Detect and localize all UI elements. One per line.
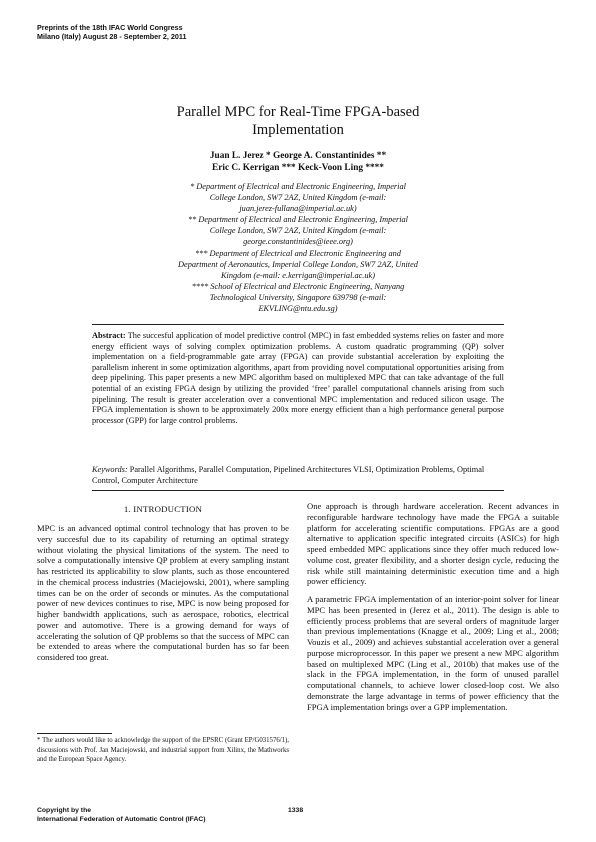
- affiliation-line: juan.jerez-fullana@imperial.ac.uk): [239, 204, 357, 214]
- affiliation-line: ** Department of Electrical and Electronic Engineering, Imperial: [188, 215, 408, 225]
- section-heading: 1. INTRODUCTION: [123, 504, 203, 514]
- abstract-text: The succesful application of model predictive control (MPC) in fast embedded systems relies on faster and more energy efficient ways of solving complex optimization problems. A custom quadratic programming (QP) solver implementation on a field-programmable gate array (FPGA) can provide substantial acceleration by exploiting the parallelism inherent in some optimization algorithms, apart from providing novel computational opportunities arising from deep pipelining. This paper presents a new MPC algorithm based on multiplexed MPC that can take advantage of the full potential of an existing FPGA design by utilizing the provided ‘free’ parallel computational channels arising from such pipelining. The result is greater acceleration over a conventional MPC implementation and reduced silicon usage. The FPGA implementation is shown to be approximately 200x more energy efficient than a high performance general purpose processor (GPP) for large control problems.: [92, 331, 504, 425]
- keywords-label: Keywords:: [92, 465, 128, 474]
- footnote-rule: [37, 733, 112, 734]
- paper-title: [0, 103, 596, 139]
- abstract-top-rule: [92, 324, 504, 325]
- affiliation-line: EKVLING@ntu.edu.sg): [258, 304, 338, 314]
- abstract-label: Abstract:: [92, 331, 126, 340]
- affiliation-line: * Department of Electrical and Electronic Engineering, Imperial: [190, 182, 406, 191]
- affiliation-line: Technological University, Singapore 639798 (e-mail:: [209, 292, 387, 302]
- conference-header-line2: Milano (Italy) August 28 - September 2, 2011: [37, 32, 187, 41]
- intro-paragraph: MPC is an advanced optimal control technology that has proven to be very succesful due to its capability of returning an optimal strategy without violating the physical limitations of the system. The need to solve a computationally intensive QP problem at every sampling instant has restricted its applicability to slow plants, such as those encountered in the chemical process industries (Maciejowski, 2001), where sampling times can be on the order of seconds or minutes. As the computational power of new devices continues to rise, MPC is now being proposed for higher bandwidth applications, such as aerospace, robotics, electrical power and automotive. There is a growing demand for ways of accelerating the solution of QP problems so that the success of MPC can be extended to areas where the computational burden has so far been considered too great.: [37, 523, 289, 662]
- right-column: [307, 501, 559, 719]
- keywords-text: Parallel Algorithms, Parallel Computation, Pipelined Architectures VLSI, Optimization Problems, Optimal Control, Computer Architecture: [92, 465, 485, 485]
- affiliation-line: Kingdom (e-mail: e.kerrigan@imperial.ac.uk): [221, 270, 375, 280]
- conference-header: [37, 23, 187, 41]
- copyright-line1: Copyright by the: [37, 807, 91, 814]
- abstract: [92, 331, 504, 426]
- paper-title-line2: Implementation: [252, 122, 344, 138]
- author-line2: Eric C. Kerrigan *** Keck-Voon Ling ****: [212, 163, 384, 173]
- affiliation-line: College London, SW7 2AZ, United Kingdom (e-mail:: [209, 193, 387, 203]
- conference-header-line1: Preprints of the 18th IFAC World Congress: [37, 23, 183, 32]
- copyright-notice: [37, 806, 206, 824]
- affiliation-line: *** Department of Electrical and Electronic Engineering and: [195, 248, 401, 258]
- left-column: [37, 523, 289, 670]
- affiliation-line: College London, SW7 2AZ, United Kingdom (e-mail:: [209, 226, 387, 236]
- page-number: 1338: [288, 807, 304, 814]
- intro-paragraph: A parametric FPGA implementation of an interior-point solver for linear MPC has been presented in (Jerez et al., 2011). The design is able to efficiently process problems that are several orders of magnitude larger than previous implementations (Knagge et al., 2009; Ling et al., 2008; Vouzis et al., 2009) and achieves substantial acceleration over a general purpose microprocessor. In this paper we present a new MPC algorithm based on multiplexed MPC (Ling et al., 2010b) that makes use of the slack in the FPGA implementation, in the form of unused parallel computational channels, to achieve lower closed-loop cost. We also demonstrate the large advantage in terms of power efficiency that the FPGA implementation brings over a GPP implementation.: [307, 594, 559, 712]
- affiliation-line: **** School of Electrical and Electronic Engineering, Nanyang: [191, 281, 405, 291]
- affiliations: [112, 181, 484, 314]
- affiliation-line: Department of Aeronautics, Imperial College London, SW7 2AZ, United: [178, 259, 418, 269]
- affiliation-line: george.constantinides@ieee.org): [243, 237, 353, 247]
- author-list: [0, 150, 596, 174]
- footnote: * The authors would like to acknowledge the support of the EPSRC (Grant EP/G031576/1), discussions with Prof. Jan Maciejowski, and industrial support from Xilinx, the Mathworks and the European Space Agency.: [37, 737, 289, 764]
- intro-paragraph: One approach is through hardware acceleration. Recent advances in reconfigurable hardware technology have made the FPGA a suitable platform for accelerating scientific computations. FPGAs are a good alternative to application specific integrated circuits (ASICs) for high speed embedded MPC applications since they offer much reduced low-volume cost, greater flexibility, and a shorter design cycle, reducing the risk while still maintaining deterministic execution time and a high power efficiency.: [307, 501, 559, 587]
- keywords: [92, 465, 504, 486]
- copyright-line2: International Federation of Automatic Control (IFAC): [37, 816, 206, 823]
- keywords-bottom-rule: [92, 490, 504, 491]
- paper-title-line1: Parallel MPC for Real-Time FPGA-based: [176, 104, 420, 120]
- author-line1: Juan L. Jerez * George A. Constantinides **: [209, 151, 387, 161]
